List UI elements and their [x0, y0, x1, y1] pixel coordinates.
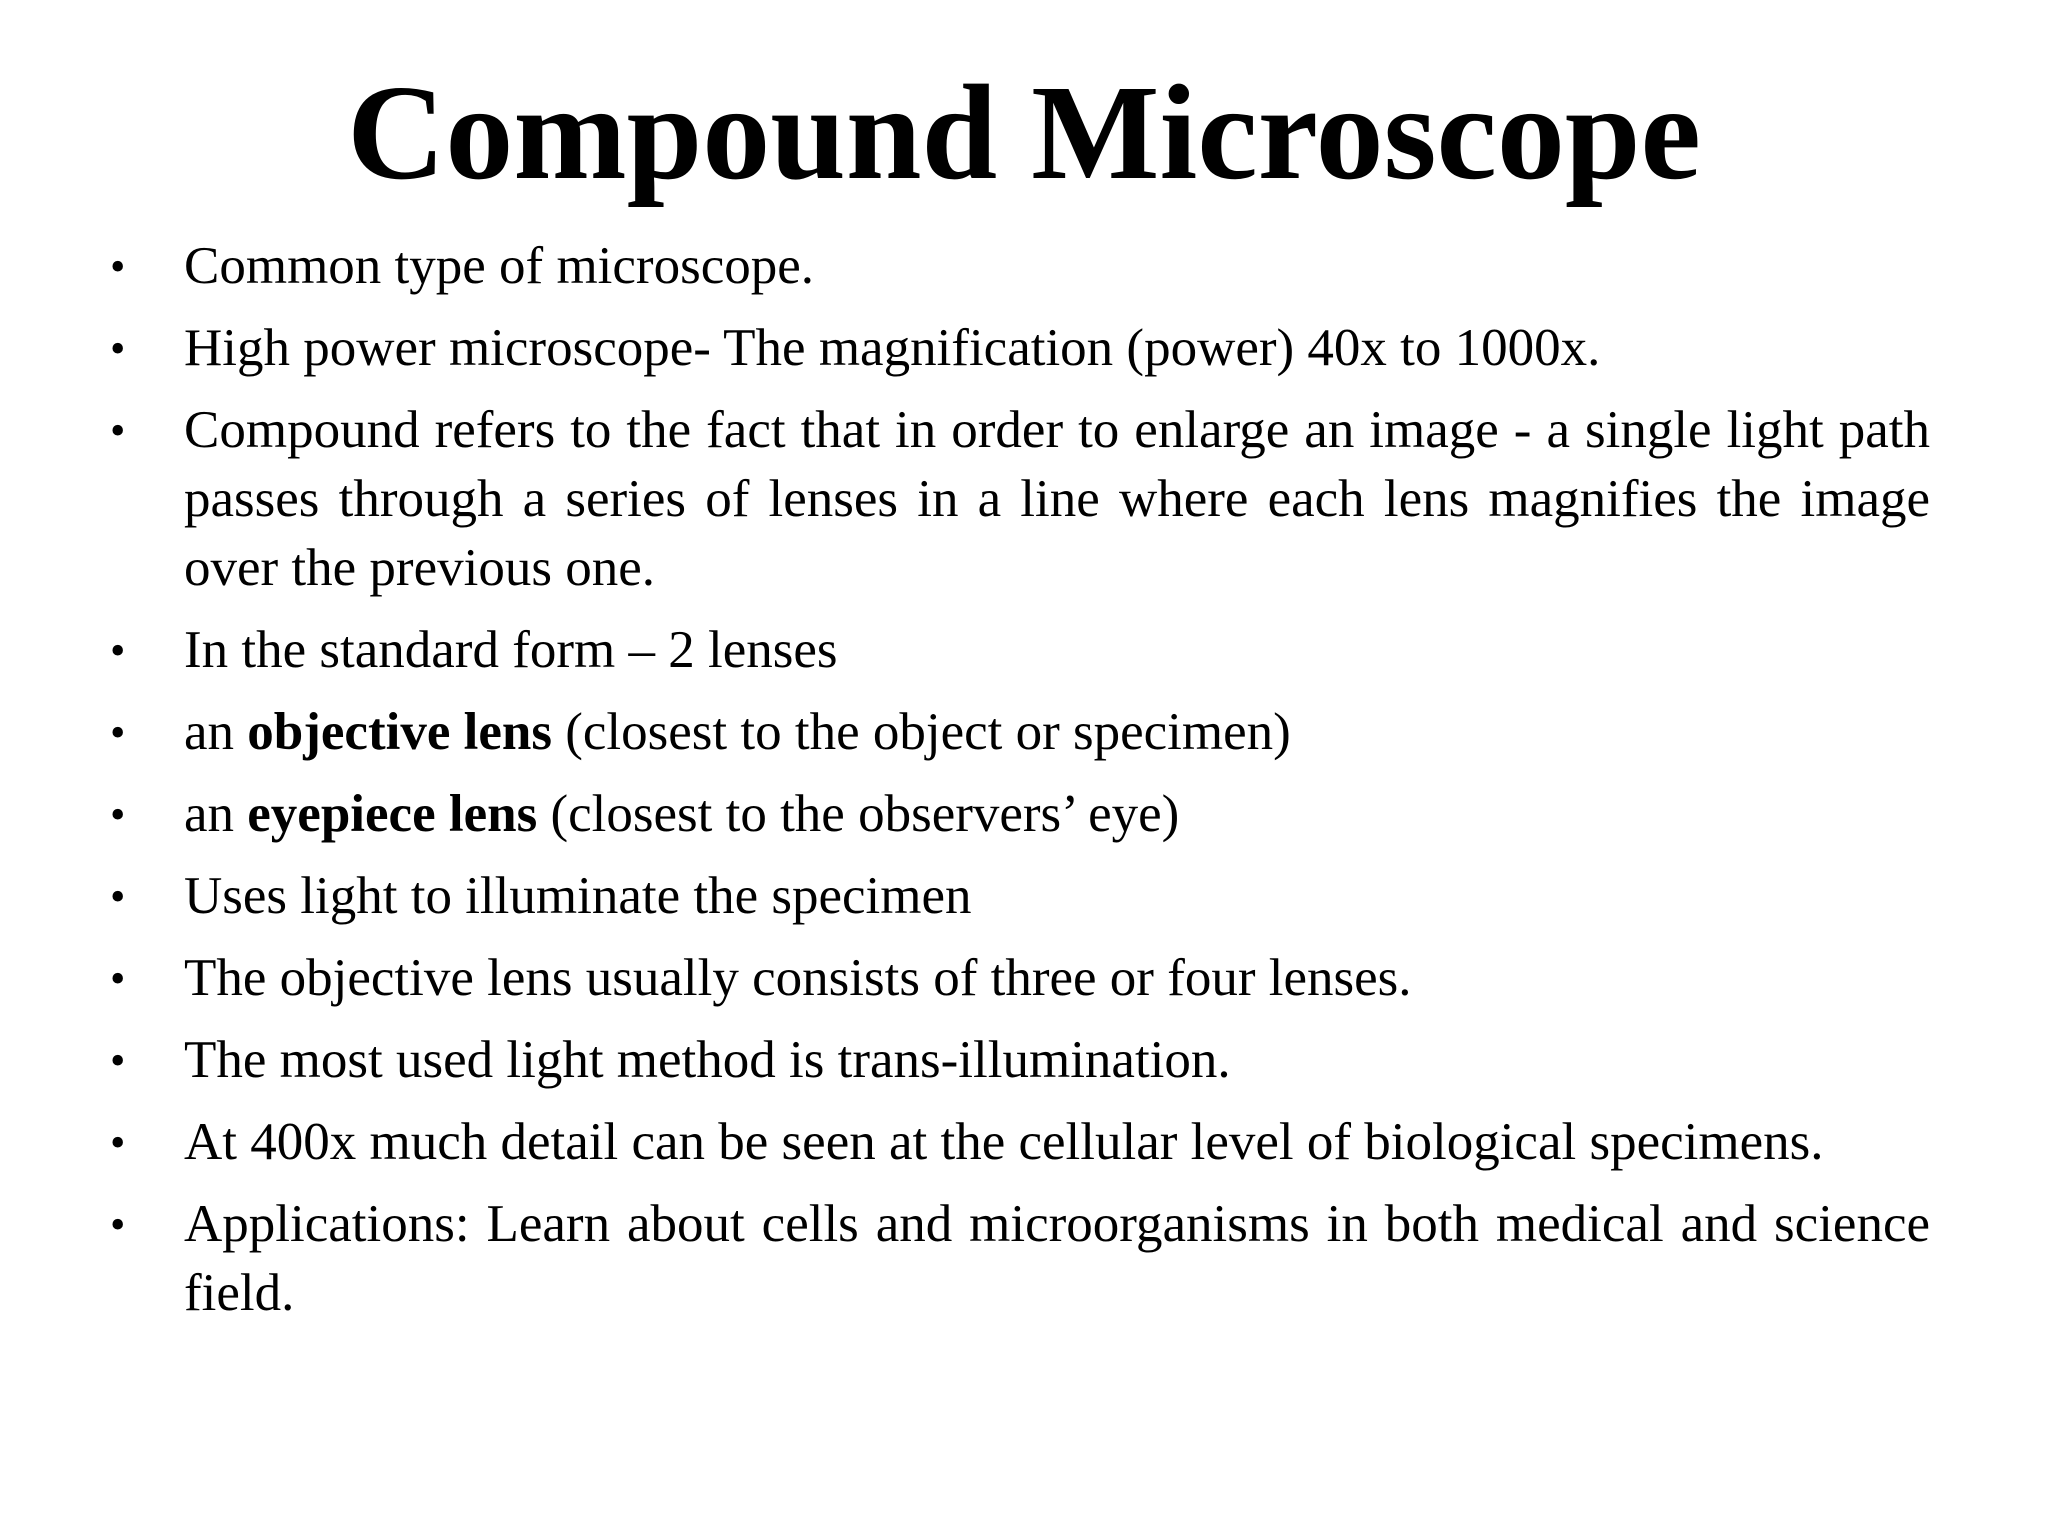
bullet-item — [100, 698, 1930, 767]
bullet-text-suffix: (closest to the object or specimen) — [551, 703, 1291, 761]
bullet-icon: • — [110, 242, 126, 291]
bullet-text: At 400x much detail can be seen at the cellular level of biological specimens. — [184, 1113, 1824, 1171]
bullet-item — [100, 780, 1930, 849]
bullet-item — [100, 232, 1930, 301]
bullet-text: The most used light method is trans-illumination. — [184, 1031, 1231, 1089]
bullet-text: The objective lens usually consists of three or four lenses. — [184, 949, 1412, 1007]
bullet-item — [100, 616, 1930, 685]
bullet-text: Uses light to illuminate the specimen — [184, 867, 972, 925]
bullet-icon: • — [110, 790, 126, 839]
bullet-item — [100, 944, 1930, 1013]
bullet-text: Compound refers to the fact that in order to enlarge an image - a single light path passes through a series of lenses in a line where each lens magnifies the image over the previous one. — [184, 401, 1930, 597]
slide-title: Compound Microscope — [347, 58, 1701, 208]
bullet-item — [100, 1108, 1930, 1177]
bullet-item — [100, 314, 1930, 383]
bullet-text-prefix: an — [184, 785, 248, 843]
bullet-icon: • — [110, 1036, 126, 1085]
bullet-icon: • — [110, 626, 126, 675]
bullet-text: Common type of microscope. — [184, 237, 814, 295]
bullet-item — [100, 396, 1930, 603]
bullet-icon: • — [110, 1118, 126, 1167]
bullet-text: In the standard form – 2 lenses — [184, 621, 838, 679]
bullet-text-prefix: an — [184, 703, 248, 761]
bullet-icon: • — [110, 1200, 126, 1249]
bullet-icon: • — [110, 954, 126, 1003]
bold-term-eyepiece-lens: eyepiece lens — [247, 785, 538, 843]
bullet-icon: • — [110, 324, 126, 373]
bullet-item — [100, 862, 1930, 931]
bullet-item — [100, 1190, 1930, 1328]
bullet-icon: • — [110, 406, 126, 455]
bullet-icon: • — [110, 872, 126, 921]
bullet-list — [100, 232, 1930, 1341]
bullet-text: High power microscope- The magnification (power) 40x to 1000x. — [184, 319, 1601, 377]
bullet-item — [100, 1026, 1930, 1095]
bullet-text: Applications: Learn about cells and microorganisms in both medical and science field. — [184, 1195, 1930, 1322]
bullet-text-suffix: (closest to the observers’ eye) — [537, 785, 1180, 843]
bullet-icon: • — [110, 708, 126, 757]
bold-term-objective-lens: objective lens — [247, 703, 552, 761]
